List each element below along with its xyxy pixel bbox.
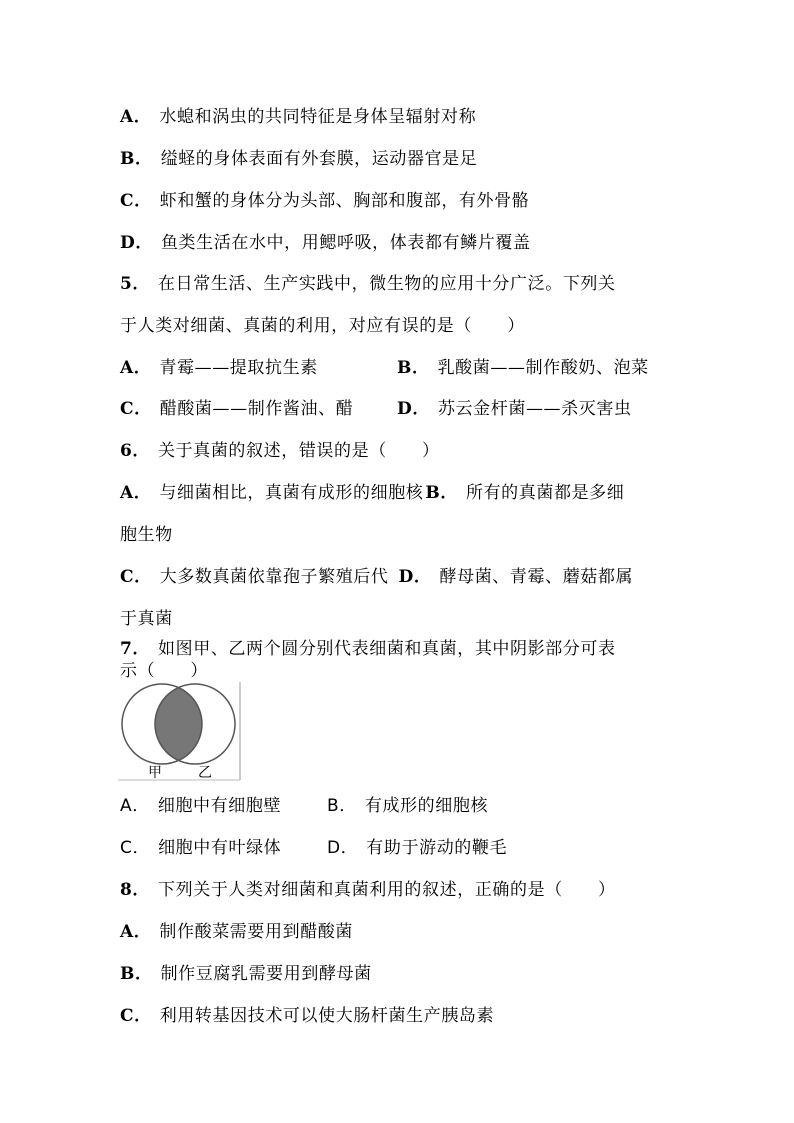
option-text: 缢蛏的身体表面有外套膜，运动器官是足 (160, 149, 478, 169)
question-number: 7． (120, 639, 151, 659)
q8-option-b (120, 963, 372, 985)
option-text: 虾和蟹的身体分为头部、胸部和腹部，有外骨骼 (159, 191, 530, 211)
option-letter: D． (120, 233, 153, 253)
q5-option-d (397, 398, 632, 420)
option-letter: B． (397, 358, 430, 378)
q5-option-b (397, 357, 649, 379)
q7-stem-line2: 示（ ） (120, 661, 208, 681)
q6-options-cd (120, 566, 633, 588)
option-letter: A． (120, 358, 152, 378)
label-yi: 乙 (198, 765, 212, 781)
option-letter: A． (120, 107, 152, 127)
option-letter: A． (120, 796, 150, 816)
option-text: 所有的真菌都是多细 (465, 483, 625, 503)
question-number: 8． (120, 880, 151, 900)
option-letter: C． (120, 399, 152, 419)
question-text: 关于真菌的叙述，错误的是（ ） (158, 441, 440, 461)
q4-option-b (120, 148, 477, 170)
option-text: 细胞中有细胞壁 (157, 796, 282, 816)
option-text: 利用转基因技术可以使大肠杆菌生产胰岛素 (159, 1006, 495, 1026)
q7-option-a (120, 795, 281, 817)
option-letter: B． (327, 796, 357, 816)
venn-svg (118, 682, 242, 782)
option-text: 鱼类生活在水中，用鳃呼吸，体表都有鳞片覆盖 (160, 233, 531, 253)
option-letter: B． (120, 149, 153, 169)
q4-option-c (120, 190, 529, 212)
q8-option-a (120, 921, 353, 943)
question-text: 如图甲、乙两个圆分别代表细菌和真菌，其中阴影部分可表 (158, 639, 616, 659)
option-letter: C． (120, 838, 151, 858)
option-text: 青霉——提取抗生素 (159, 358, 318, 378)
option-text: 与细菌相比，真菌有成形的细胞核 (159, 483, 424, 503)
option-text: 有成形的细胞核 (364, 796, 489, 816)
q8-stem (120, 879, 616, 901)
option-letter: B． (425, 483, 458, 503)
q6-options-ab (120, 482, 624, 504)
label-jia: 甲 (148, 765, 162, 781)
option-letter: C． (120, 567, 152, 587)
q5-stem-line1 (120, 273, 616, 295)
option-text: 苏云金杆菌——杀灭害虫 (437, 399, 632, 419)
option-letter: A． (120, 483, 152, 503)
q7-option-c (120, 837, 281, 859)
option-letter: D． (327, 838, 359, 858)
option-text: 制作酸菜需要用到醋酸菌 (159, 922, 353, 942)
option-text: 有助于游动的鞭毛 (366, 838, 508, 858)
question-number: 5． (120, 274, 151, 294)
option-letter: C． (120, 191, 152, 211)
option-letter: D． (398, 567, 432, 587)
option-text: 酵母菌、青霉、蘑菇都属 (439, 567, 634, 587)
q5-option-c (120, 398, 353, 420)
q7-option-b (327, 795, 488, 817)
option-text: 制作豆腐乳需要用到酵母菌 (160, 964, 372, 984)
option-text: 细胞中有叶绿体 (158, 838, 282, 858)
option-letter: C． (120, 1006, 152, 1026)
q6-stem (120, 440, 440, 462)
q6-option-b-cont: 胞生物 (120, 525, 173, 545)
q5-option-a (120, 357, 318, 379)
question-text: 下列关于人类对细菌和真菌利用的叙述，正确的是（ ） (158, 880, 616, 900)
option-text: 醋酸菌——制作酱油、醋 (159, 399, 354, 419)
q4-option-d (120, 232, 531, 254)
q5-stem-line2: 于人类对细菌、真菌的利用，对应有误的是（ ） (120, 316, 525, 336)
question-text: 在日常生活、生产实践中，微生物的应用十分广泛。下列关 (158, 274, 616, 294)
question-number: 6． (120, 441, 151, 461)
option-letter: A． (120, 922, 152, 942)
option-letter: B． (120, 964, 153, 984)
venn-diagram (118, 682, 242, 782)
q6-option-d-cont: 于真菌 (120, 609, 173, 629)
option-text: 乳酸菌——制作酸奶、泡菜 (437, 358, 649, 378)
option-letter: D． (397, 399, 430, 419)
q7-option-d (327, 837, 507, 859)
option-text: 水螅和涡虫的共同特征是身体呈辐射对称 (159, 107, 477, 127)
q7-stem-line1 (120, 638, 616, 660)
q8-option-c (120, 1005, 494, 1027)
q4-option-a (120, 106, 476, 128)
option-text: 大多数真菌依靠孢子繁殖后代 (159, 567, 389, 587)
